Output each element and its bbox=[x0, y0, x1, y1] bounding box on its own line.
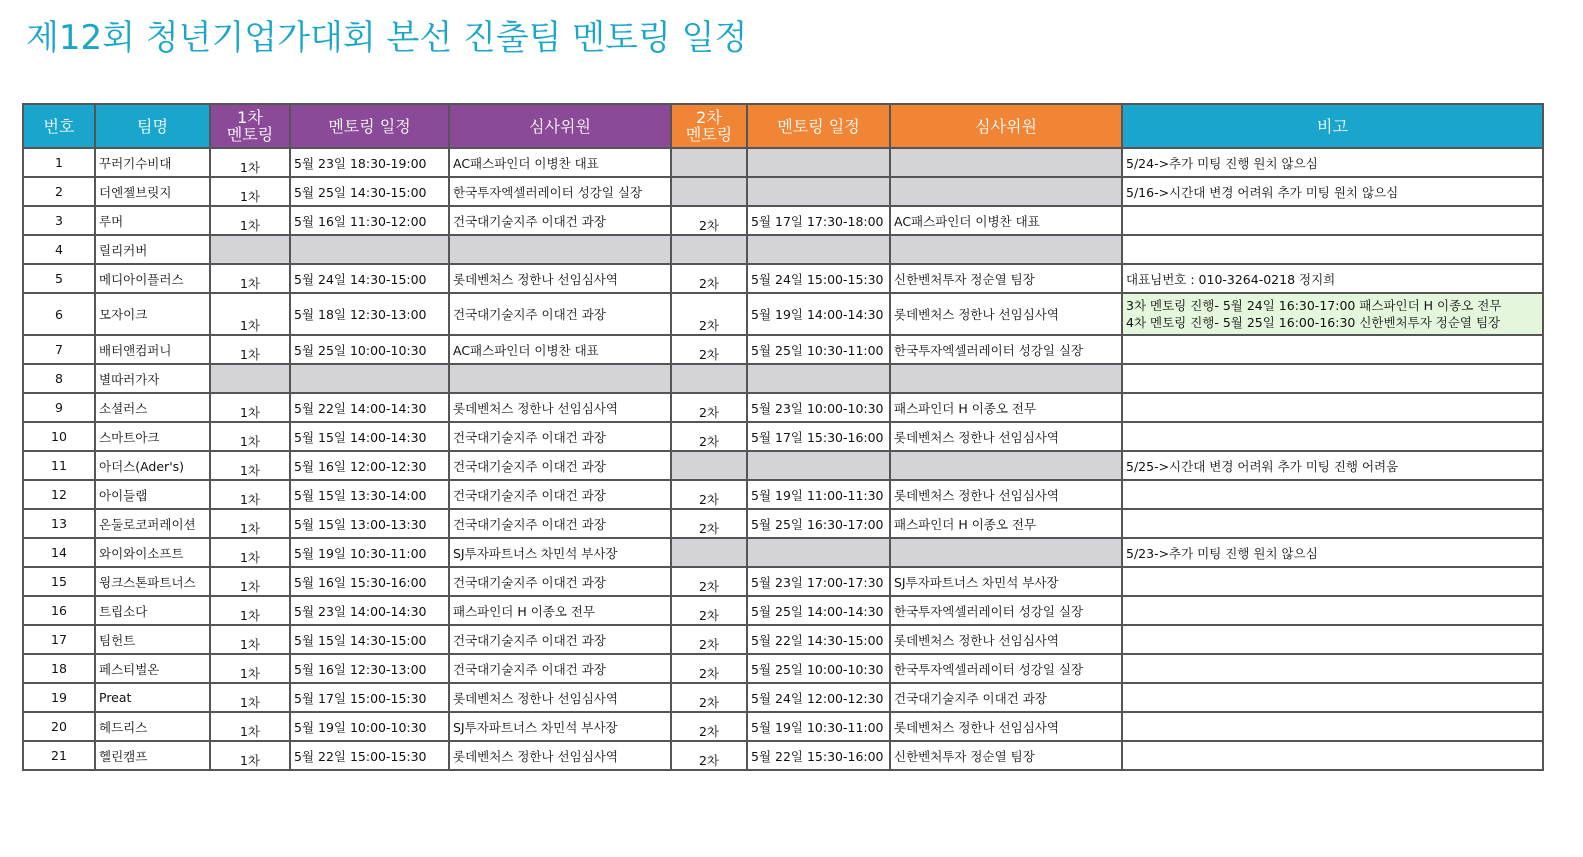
cell-schedule2: 5월 25일 10:30-11:00 bbox=[747, 335, 890, 364]
cell-schedule1: 5월 25일 10:00-10:30 bbox=[290, 335, 449, 364]
header-team: 팀명 bbox=[95, 104, 210, 148]
cell-schedule1: 5월 22일 14:00-14:30 bbox=[290, 393, 449, 422]
cell-schedule1: 5월 15일 13:30-14:00 bbox=[290, 480, 449, 509]
cell-round1 bbox=[210, 364, 290, 393]
mentoring-schedule-table bbox=[22, 103, 1544, 771]
cell-round2: 2차 bbox=[671, 293, 747, 335]
header-row bbox=[23, 104, 1543, 148]
cell-schedule1: 5월 25일 14:30-15:00 bbox=[290, 177, 449, 206]
cell-schedule2 bbox=[747, 235, 890, 264]
cell-round2: 2차 bbox=[671, 567, 747, 596]
header-round1-line1: 1차 bbox=[237, 108, 263, 127]
cell-note bbox=[1122, 393, 1543, 422]
cell-judge1: 건국대기술지주 이대건 과장 bbox=[449, 422, 671, 451]
cell-num: 11 bbox=[23, 451, 95, 480]
header-schedule2: 멘토링 일정 bbox=[747, 104, 890, 148]
table-row bbox=[23, 596, 1543, 625]
cell-round1: 1차 bbox=[210, 741, 290, 770]
cell-judge1: AC패스파인더 이병찬 대표 bbox=[449, 335, 671, 364]
cell-note bbox=[1122, 625, 1543, 654]
cell-judge2 bbox=[890, 451, 1122, 480]
cell-schedule2: 5월 25일 16:30-17:00 bbox=[747, 509, 890, 538]
cell-note bbox=[1122, 422, 1543, 451]
cell-judge2 bbox=[890, 235, 1122, 264]
cell-num: 3 bbox=[23, 206, 95, 235]
cell-schedule1: 5월 15일 13:00-13:30 bbox=[290, 509, 449, 538]
cell-judge1: 건국대기술지주 이대건 과장 bbox=[449, 654, 671, 683]
cell-round2: 2차 bbox=[671, 741, 747, 770]
header-round2 bbox=[671, 104, 747, 148]
cell-note bbox=[1122, 567, 1543, 596]
cell-judge1: 건국대기술지주 이대건 과장 bbox=[449, 206, 671, 235]
header-schedule1: 멘토링 일정 bbox=[290, 104, 449, 148]
cell-num: 6 bbox=[23, 293, 95, 335]
cell-judge2 bbox=[890, 177, 1122, 206]
cell-judge2: 롯데벤처스 정한나 선임심사역 bbox=[890, 480, 1122, 509]
cell-judge2: 건국대기술지주 이대건 과장 bbox=[890, 683, 1122, 712]
cell-schedule2: 5월 22일 15:30-16:00 bbox=[747, 741, 890, 770]
cell-round1: 1차 bbox=[210, 712, 290, 741]
cell-team: 페스티벌온 bbox=[95, 654, 210, 683]
cell-judge2: 롯데벤처스 정한나 선임심사역 bbox=[890, 422, 1122, 451]
cell-judge2: 신한벤처투자 정순열 팀장 bbox=[890, 264, 1122, 293]
header-judge2: 심사위원 bbox=[890, 104, 1122, 148]
header-note: 비고 bbox=[1122, 104, 1543, 148]
cell-num: 20 bbox=[23, 712, 95, 741]
cell-schedule1: 5월 19일 10:30-11:00 bbox=[290, 538, 449, 567]
cell-num: 9 bbox=[23, 393, 95, 422]
cell-schedule2 bbox=[747, 538, 890, 567]
cell-round1: 1차 bbox=[210, 206, 290, 235]
cell-note: 5/23->추가 미팅 진행 원치 않으심 bbox=[1122, 538, 1543, 567]
cell-schedule1: 5월 22일 15:00-15:30 bbox=[290, 741, 449, 770]
cell-num: 21 bbox=[23, 741, 95, 770]
cell-num: 4 bbox=[23, 235, 95, 264]
cell-round2: 2차 bbox=[671, 596, 747, 625]
cell-round2 bbox=[671, 235, 747, 264]
table-row bbox=[23, 364, 1543, 393]
cell-note bbox=[1122, 654, 1543, 683]
cell-team: 트립소다 bbox=[95, 596, 210, 625]
table-row bbox=[23, 509, 1543, 538]
cell-schedule1: 5월 23일 18:30-19:00 bbox=[290, 148, 449, 177]
cell-judge2: 한국투자엑셀러레이터 성강일 실장 bbox=[890, 335, 1122, 364]
table-row bbox=[23, 480, 1543, 509]
cell-round1: 1차 bbox=[210, 683, 290, 712]
cell-num: 10 bbox=[23, 422, 95, 451]
table-row bbox=[23, 654, 1543, 683]
cell-judge2: AC패스파인더 이병찬 대표 bbox=[890, 206, 1122, 235]
cell-schedule2: 5월 25일 10:00-10:30 bbox=[747, 654, 890, 683]
table-body bbox=[23, 148, 1543, 770]
cell-judge2: 한국투자엑셀러레이터 성강일 실장 bbox=[890, 654, 1122, 683]
cell-team: 꾸러기수비대 bbox=[95, 148, 210, 177]
cell-judge2 bbox=[890, 364, 1122, 393]
cell-note bbox=[1122, 741, 1543, 770]
cell-note bbox=[1122, 335, 1543, 364]
cell-judge1 bbox=[449, 364, 671, 393]
cell-judge1: 롯데벤처스 정한나 선임심사역 bbox=[449, 683, 671, 712]
cell-team: 윙크스톤파트너스 bbox=[95, 567, 210, 596]
cell-round2 bbox=[671, 148, 747, 177]
cell-schedule2: 5월 24일 12:00-12:30 bbox=[747, 683, 890, 712]
cell-team: 릴리커버 bbox=[95, 235, 210, 264]
cell-judge1: 건국대기술지주 이대건 과장 bbox=[449, 567, 671, 596]
cell-schedule1: 5월 23일 14:00-14:30 bbox=[290, 596, 449, 625]
cell-round1: 1차 bbox=[210, 264, 290, 293]
table-row bbox=[23, 712, 1543, 741]
cell-num: 7 bbox=[23, 335, 95, 364]
table-row bbox=[23, 235, 1543, 264]
cell-num: 2 bbox=[23, 177, 95, 206]
cell-judge1: 한국투자엑셀러레이터 성강일 실장 bbox=[449, 177, 671, 206]
cell-judge1: 롯데벤처스 정한나 선임심사역 bbox=[449, 264, 671, 293]
table-row bbox=[23, 538, 1543, 567]
cell-num: 13 bbox=[23, 509, 95, 538]
cell-team: 헬린캠프 bbox=[95, 741, 210, 770]
cell-round1: 1차 bbox=[210, 393, 290, 422]
cell-judge1: 패스파인더 H 이종오 전무 bbox=[449, 596, 671, 625]
cell-schedule2: 5월 25일 14:00-14:30 bbox=[747, 596, 890, 625]
cell-judge1: AC패스파인더 이병찬 대표 bbox=[449, 148, 671, 177]
cell-schedule1: 5월 24일 14:30-15:00 bbox=[290, 264, 449, 293]
cell-judge1: 롯데벤처스 정한나 선임심사역 bbox=[449, 393, 671, 422]
cell-note bbox=[1122, 235, 1543, 264]
cell-schedule1: 5월 15일 14:00-14:30 bbox=[290, 422, 449, 451]
cell-round2: 2차 bbox=[671, 335, 747, 364]
cell-judge1: 건국대기술지주 이대건 과장 bbox=[449, 480, 671, 509]
cell-round1: 1차 bbox=[210, 177, 290, 206]
cell-round2 bbox=[671, 451, 747, 480]
cell-judge1 bbox=[449, 235, 671, 264]
table-row bbox=[23, 293, 1543, 335]
cell-schedule2 bbox=[747, 364, 890, 393]
cell-judge2: SJ투자파트너스 차민석 부사장 bbox=[890, 567, 1122, 596]
cell-schedule2: 5월 19일 14:00-14:30 bbox=[747, 293, 890, 335]
cell-judge2: 패스파인더 H 이종오 전무 bbox=[890, 509, 1122, 538]
cell-judge2: 한국투자엑셀러레이터 성강일 실장 bbox=[890, 596, 1122, 625]
cell-team: 배터앤컴퍼니 bbox=[95, 335, 210, 364]
cell-judge1: 건국대기술지주 이대건 과장 bbox=[449, 451, 671, 480]
cell-note: 5/25->시간대 변경 어려워 추가 미팅 진행 어려움 bbox=[1122, 451, 1543, 480]
cell-schedule2 bbox=[747, 451, 890, 480]
cell-judge1: 건국대기술지주 이대건 과장 bbox=[449, 509, 671, 538]
cell-team: Preat bbox=[95, 683, 210, 712]
note-line: 4차 멘토링 진행- 5월 25일 16:00-16:30 신한벤처투자 정순열 팀장 bbox=[1126, 315, 1501, 330]
cell-note bbox=[1122, 206, 1543, 235]
cell-schedule1: 5월 18일 12:30-13:00 bbox=[290, 293, 449, 335]
table-row bbox=[23, 741, 1543, 770]
cell-round2 bbox=[671, 538, 747, 567]
cell-judge2 bbox=[890, 538, 1122, 567]
cell-round2: 2차 bbox=[671, 206, 747, 235]
table-row bbox=[23, 264, 1543, 293]
cell-judge2: 롯데벤처스 정한나 선임심사역 bbox=[890, 625, 1122, 654]
table-row bbox=[23, 148, 1543, 177]
cell-num: 12 bbox=[23, 480, 95, 509]
cell-round1: 1차 bbox=[210, 451, 290, 480]
cell-team: 더엔젤브릿지 bbox=[95, 177, 210, 206]
cell-judge1: 건국대기술지주 이대건 과장 bbox=[449, 625, 671, 654]
cell-schedule2: 5월 22일 14:30-15:00 bbox=[747, 625, 890, 654]
cell-round2 bbox=[671, 177, 747, 206]
cell-round1: 1차 bbox=[210, 335, 290, 364]
table-row bbox=[23, 683, 1543, 712]
cell-judge1: SJ투자파트너스 차민석 부사장 bbox=[449, 712, 671, 741]
cell-judge2 bbox=[890, 148, 1122, 177]
cell-team: 온둘로코퍼레이션 bbox=[95, 509, 210, 538]
cell-schedule1 bbox=[290, 364, 449, 393]
cell-schedule1: 5월 16일 12:00-12:30 bbox=[290, 451, 449, 480]
cell-note: 대표님번호 : 010-3264-0218 정지희 bbox=[1122, 264, 1543, 293]
cell-num: 19 bbox=[23, 683, 95, 712]
cell-schedule1: 5월 19일 10:00-10:30 bbox=[290, 712, 449, 741]
table-row bbox=[23, 335, 1543, 364]
cell-round2: 2차 bbox=[671, 712, 747, 741]
header-num: 번호 bbox=[23, 104, 95, 148]
cell-team: 아이들랩 bbox=[95, 480, 210, 509]
cell-team: 별따러가자 bbox=[95, 364, 210, 393]
cell-num: 1 bbox=[23, 148, 95, 177]
cell-round1: 1차 bbox=[210, 422, 290, 451]
cell-team: 와이와이소프트 bbox=[95, 538, 210, 567]
cell-judge2: 신한벤처투자 정순열 팀장 bbox=[890, 741, 1122, 770]
cell-round2 bbox=[671, 364, 747, 393]
cell-judge2: 롯데벤처스 정한나 선임심사역 bbox=[890, 712, 1122, 741]
table-row bbox=[23, 177, 1543, 206]
header-round2-line1: 2차 bbox=[696, 108, 722, 127]
cell-round2: 2차 bbox=[671, 625, 747, 654]
cell-round2: 2차 bbox=[671, 264, 747, 293]
cell-note bbox=[1122, 364, 1543, 393]
cell-schedule1: 5월 17일 15:00-15:30 bbox=[290, 683, 449, 712]
cell-round2: 2차 bbox=[671, 393, 747, 422]
cell-num: 14 bbox=[23, 538, 95, 567]
cell-round2: 2차 bbox=[671, 422, 747, 451]
cell-schedule2: 5월 23일 17:00-17:30 bbox=[747, 567, 890, 596]
cell-round1: 1차 bbox=[210, 596, 290, 625]
cell-schedule2 bbox=[747, 148, 890, 177]
table-row bbox=[23, 451, 1543, 480]
cell-schedule1: 5월 16일 12:30-13:00 bbox=[290, 654, 449, 683]
cell-team: 소셜러스 bbox=[95, 393, 210, 422]
header-round1 bbox=[210, 104, 290, 148]
cell-schedule2: 5월 17일 17:30-18:00 bbox=[747, 206, 890, 235]
cell-team: 메디아이플러스 bbox=[95, 264, 210, 293]
cell-schedule2: 5월 24일 15:00-15:30 bbox=[747, 264, 890, 293]
cell-note bbox=[1122, 293, 1543, 335]
cell-schedule1: 5월 15일 14:30-15:00 bbox=[290, 625, 449, 654]
cell-judge1: 롯데벤처스 정한나 선임심사역 bbox=[449, 741, 671, 770]
cell-num: 16 bbox=[23, 596, 95, 625]
cell-round2: 2차 bbox=[671, 480, 747, 509]
cell-note bbox=[1122, 596, 1543, 625]
cell-note bbox=[1122, 712, 1543, 741]
cell-num: 17 bbox=[23, 625, 95, 654]
cell-num: 8 bbox=[23, 364, 95, 393]
cell-team: 루머 bbox=[95, 206, 210, 235]
cell-note: 5/16->시간대 변경 어려워 추가 미팅 원치 않으심 bbox=[1122, 177, 1543, 206]
cell-round2: 2차 bbox=[671, 654, 747, 683]
cell-schedule2: 5월 19일 10:30-11:00 bbox=[747, 712, 890, 741]
cell-note bbox=[1122, 683, 1543, 712]
cell-note bbox=[1122, 480, 1543, 509]
cell-team: 헤드리스 bbox=[95, 712, 210, 741]
cell-note: 5/24->추가 미팅 진행 원치 않으심 bbox=[1122, 148, 1543, 177]
table-row bbox=[23, 625, 1543, 654]
cell-round2: 2차 bbox=[671, 509, 747, 538]
table-row bbox=[23, 422, 1543, 451]
cell-judge2: 패스파인더 H 이종오 전무 bbox=[890, 393, 1122, 422]
cell-round1: 1차 bbox=[210, 654, 290, 683]
header-judge1: 심사위원 bbox=[449, 104, 671, 148]
cell-note bbox=[1122, 509, 1543, 538]
cell-schedule2: 5월 23일 10:00-10:30 bbox=[747, 393, 890, 422]
cell-judge2: 롯데벤처스 정한나 선임심사역 bbox=[890, 293, 1122, 335]
cell-schedule2 bbox=[747, 177, 890, 206]
cell-round1: 1차 bbox=[210, 538, 290, 567]
cell-team: 아더스(Ader's) bbox=[95, 451, 210, 480]
cell-judge1: 건국대기술지주 이대건 과장 bbox=[449, 293, 671, 335]
cell-schedule1: 5월 16일 11:30-12:00 bbox=[290, 206, 449, 235]
cell-num: 15 bbox=[23, 567, 95, 596]
cell-round1: 1차 bbox=[210, 625, 290, 654]
cell-round1: 1차 bbox=[210, 567, 290, 596]
cell-team: 스마트아크 bbox=[95, 422, 210, 451]
cell-round1: 1차 bbox=[210, 293, 290, 335]
cell-num: 5 bbox=[23, 264, 95, 293]
cell-schedule1: 5월 16일 15:30-16:00 bbox=[290, 567, 449, 596]
table-row bbox=[23, 206, 1543, 235]
cell-round1: 1차 bbox=[210, 148, 290, 177]
cell-judge1: SJ투자파트너스 차민석 부사장 bbox=[449, 538, 671, 567]
note-line: 3차 멘토링 진행- 5월 24일 16:30-17:00 패스파인더 H 이종오 전무 bbox=[1126, 298, 1502, 313]
table-row bbox=[23, 567, 1543, 596]
cell-round1: 1차 bbox=[210, 480, 290, 509]
header-round2-line2: 멘토링 bbox=[685, 125, 733, 144]
table-row bbox=[23, 393, 1543, 422]
cell-round1: 1차 bbox=[210, 509, 290, 538]
cell-schedule2: 5월 17일 15:30-16:00 bbox=[747, 422, 890, 451]
cell-schedule2: 5월 19일 11:00-11:30 bbox=[747, 480, 890, 509]
cell-team: 팀헌트 bbox=[95, 625, 210, 654]
cell-round2: 2차 bbox=[671, 683, 747, 712]
cell-schedule1 bbox=[290, 235, 449, 264]
cell-team: 모자이크 bbox=[95, 293, 210, 335]
header-round1-line2: 멘토링 bbox=[226, 125, 274, 144]
cell-num: 18 bbox=[23, 654, 95, 683]
page-title: 제12회 청년기업가대회 본선 진출팀 멘토링 일정 bbox=[26, 18, 748, 58]
cell-round1 bbox=[210, 235, 290, 264]
